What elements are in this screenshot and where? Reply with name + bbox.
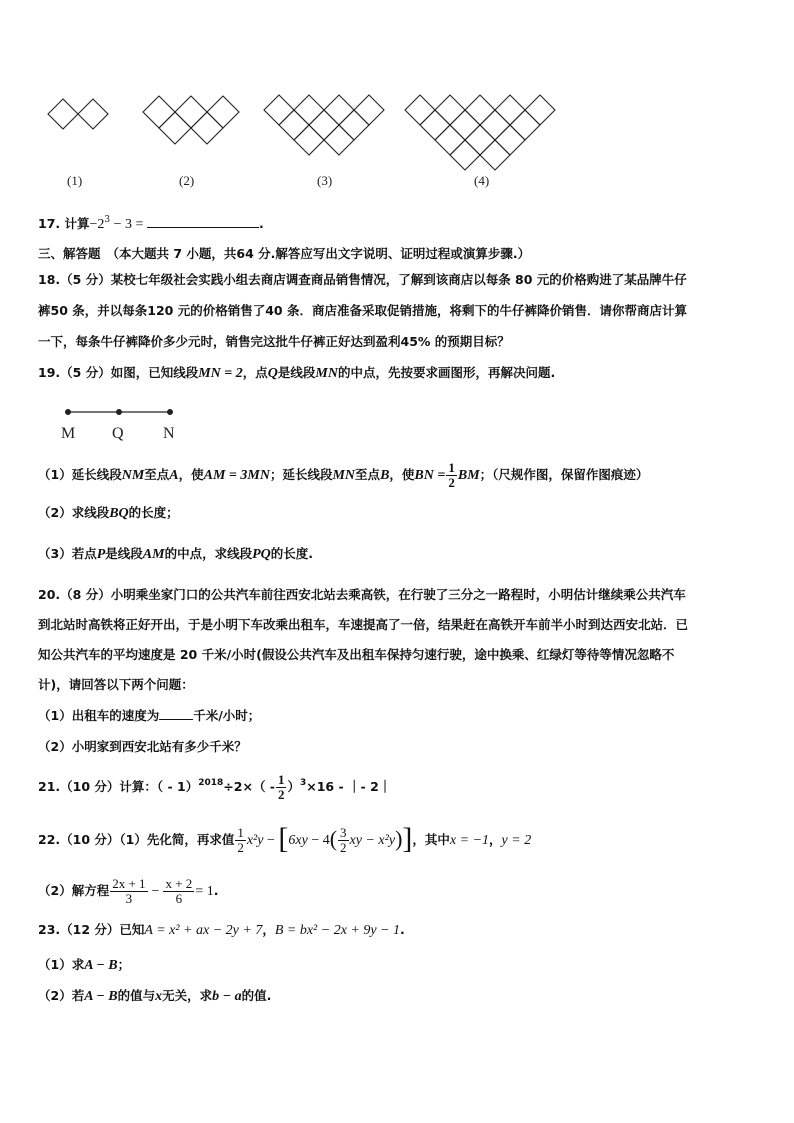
q22-term-3: 6xy [288, 833, 308, 848]
q19-p3-c: 的中点，求线段 [164, 546, 253, 561]
q19-pq: PQ [252, 547, 271, 562]
question-19-part-3 [38, 545, 313, 564]
q22-half-fraction [235, 826, 246, 855]
pattern-label-2: (2) [179, 173, 195, 188]
question-20-part-1 [38, 707, 260, 725]
question-20-part-2: （2）小明家到西安北站有多少千米？ [38, 739, 247, 754]
q17-answer-blank[interactable] [147, 215, 259, 228]
q19-p2-b: 的长度； [128, 505, 179, 520]
q19-p1-e: 至点 [355, 467, 381, 482]
q19-p1-b: 至点 [144, 467, 170, 482]
q19-nm: NM [121, 468, 145, 483]
q19-bn-eq: BN = [414, 468, 446, 483]
q23-p1-b: ； [117, 957, 131, 972]
q19-p3-b: 是线段 [105, 546, 143, 561]
question-19-intro [38, 364, 555, 383]
pattern-figure-svg [0, 0, 794, 200]
q22-f1-den: 3 [125, 891, 133, 906]
question-20-line-2: 到北站时高铁将正好开出，于是小明下车改乘出租车，车速提高了一倍，结果赶在高铁开车前半小时到达西安北站．已 [38, 617, 689, 632]
q21-frac-num: 1 [277, 772, 285, 787]
q22-bracket-close: ] [402, 822, 413, 855]
question-21 [38, 773, 391, 802]
q23-end: . [400, 922, 405, 937]
q17-expr-base: −2 [89, 217, 105, 232]
q20-p1-a: （1）出租车的速度为 [38, 708, 160, 723]
q22-term-6: − x²y [361, 833, 396, 848]
q22-minus: − [151, 884, 160, 899]
question-18-line-2: 裤50 条，并以每条120 元的价格销售了40 条．商店准备采取促销措施，将剩下的牛仔裤降价销售．请你帮商店计算 [38, 303, 687, 318]
q19-intro-b: ，点 [242, 365, 268, 380]
question-23-part-1 [38, 956, 130, 975]
q22-half-den: 2 [237, 840, 244, 855]
q23-p2-a: （2）若 [38, 988, 85, 1003]
q22-a: 22.（10 分）（1）先化简，再求值 [38, 832, 235, 847]
q22-fraction-1 [110, 877, 147, 906]
q22-f2-num: x + 2 [165, 876, 193, 891]
q22-paren-close: ) [395, 826, 403, 851]
q22-bracket-open: [ [278, 822, 289, 855]
q22-end: . [213, 883, 219, 898]
q23-a: 23.（12 分）已知 [38, 922, 145, 937]
q19-mn-eq: MN = 2 [198, 366, 243, 381]
q23-b-minus-a: b − a [212, 989, 242, 1004]
q19-p1-d: ；延长线段 [269, 467, 333, 482]
q17-suffix: . [258, 216, 264, 231]
question-19-part-1 [38, 461, 648, 490]
pattern-label-3: (3) [317, 173, 333, 188]
q22-p2-a: （2）解方程 [38, 883, 110, 898]
pattern-1 [48, 99, 108, 129]
q21-exponent-2: 3 [300, 778, 307, 788]
q17-exponent: 3 [104, 215, 111, 225]
q21-frac-den: 2 [277, 787, 285, 802]
q23-a-minus-b-2: A − B [84, 989, 118, 1004]
q19-half-den: 2 [448, 475, 455, 490]
q22-fraction-2 [163, 877, 194, 906]
q22-f1-num: 2x + 1 [112, 876, 146, 891]
q19-intro-c: 是线段 [277, 365, 316, 380]
q19-p1-g: ；（尺规作图，保留作图痕迹） [479, 467, 649, 482]
q22-term-4: − 4 [307, 833, 330, 848]
section-3-title: 三、解答题 [38, 246, 101, 261]
q21-a: 21.（10 分）计算：（ - 1） [38, 779, 199, 794]
q23-x: x [155, 989, 163, 1004]
q19-bm: BM [457, 468, 480, 483]
q21-fraction [276, 773, 287, 802]
question-19-part-2 [38, 504, 179, 523]
segment-figure [56, 402, 196, 448]
q23-expr-a: A = x² + ax − 2y + 7 [144, 923, 263, 938]
q19-p3-d: 的长度. [270, 546, 314, 561]
pattern-4 [405, 95, 555, 170]
q23-expr-b: B = bx² − 2x + 9y − 1 [274, 923, 401, 938]
q22-half-num: 1 [237, 825, 244, 840]
pattern-3 [264, 95, 384, 155]
q19-p3-a: （3）若点 [38, 546, 97, 561]
q19-bq: BQ [109, 506, 129, 521]
pattern-figure [0, 0, 794, 200]
q19-point-p: P [96, 547, 106, 562]
pattern-label-1: (1) [67, 173, 83, 188]
q19-am-eq: AM = 3MN [203, 468, 270, 483]
question-18-line-3: 一下，每条牛仔裤降价多少元时，销售完这批牛仔裤正好达到盈利45% 的预期目标？ [38, 334, 510, 349]
segment-figure-svg [56, 402, 196, 444]
question-23 [38, 921, 405, 940]
question-22-part-1 [38, 822, 532, 855]
q22-y-value: y = 2 [501, 833, 532, 848]
q23-a-minus-b: A − B [84, 958, 118, 973]
q19-mn-2: MN [332, 468, 356, 483]
q21-d: ×16 - ｜- 2｜ [306, 779, 392, 794]
q19-am: AM [142, 547, 165, 562]
point-n-label: N [163, 425, 175, 442]
q22-f2-den: 6 [175, 891, 183, 906]
q19-p1-c: ，使 [178, 467, 204, 482]
q22-paren-open: ( [329, 826, 338, 851]
question-18-line-1: 18.（5 分）某校七年级社会实践小组去商店调查商品销售情况，了解到该商店以每条 80 元的价格购进了某品牌牛仔 [38, 272, 687, 287]
q22-eq: = 1 [195, 884, 214, 899]
q22-term-2: − [263, 833, 279, 848]
q19-point-q: Q [267, 366, 278, 381]
q17-label: 17. 计算 [38, 216, 90, 231]
question-22-part-2 [38, 877, 218, 906]
q19-p1-a: （1）延长线段 [38, 467, 122, 482]
q19-intro-d: 的中点，先按要求画图形，再解决问题. [337, 365, 556, 380]
q19-half-num: 1 [448, 460, 455, 475]
q22-term-1: x²y [246, 833, 264, 848]
q23-p1-a: （1）求 [38, 957, 85, 972]
question-20-line-4: 计)，请回答以下两个问题： [38, 677, 194, 692]
pattern-label-4: (4) [474, 173, 490, 188]
section-3-heading [38, 245, 530, 263]
q23-p2-b: 的值与 [117, 988, 156, 1003]
question-20-line-3: 知公共汽车的平均速度是 20 千米/小时(假设公共汽车及出租车保持匀速行驶，途中换乘、红绿灯等待等情况忽略不 [38, 647, 675, 662]
q20-answer-blank[interactable] [159, 707, 193, 720]
q22-term-5: xy [349, 833, 362, 848]
q19-p1-f: ，使 [389, 467, 415, 482]
q22-x-value: x = −1 [449, 833, 490, 848]
q19-point-b: B [380, 468, 390, 483]
q23-comma: ， [262, 922, 275, 937]
q21-exponent: 2018 [198, 778, 224, 788]
section-3-desc: （本大题共 7 小题，共64 分.解答应写出文字说明、证明过程或演算步骤.） [106, 246, 531, 261]
q23-p2-d: 的值. [241, 988, 272, 1003]
q23-p2-c: 无关，求 [162, 988, 213, 1003]
q20-p1-b: 千米/小时； [193, 708, 261, 723]
point-m-label: M [61, 425, 76, 442]
q21-b: ÷2×（ - [223, 779, 275, 794]
q22-three-den: 2 [340, 840, 347, 855]
question-23-part-2 [38, 987, 271, 1006]
q22-b: ，其中 [412, 832, 450, 847]
q22-comma: ， [489, 832, 502, 847]
q21-c: ） [287, 779, 300, 794]
q22-three-halves [338, 826, 349, 855]
q19-segment-mn: MN [315, 366, 338, 381]
q19-half-fraction [446, 461, 457, 490]
q19-intro-a: 19.（5 分）如图，已知线段 [38, 365, 199, 380]
question-20-line-1: 20.（8 分）小明乘坐家门口的公共汽车前往西安北站去乘高铁，在行驶了三分之一路程时，小明估计继续乘公共汽车 [38, 587, 686, 602]
q19-p2-a: （2）求线段 [38, 505, 110, 520]
question-17 [38, 211, 264, 234]
pattern-2 [143, 96, 239, 144]
q17-expr-rest: − 3 = [110, 217, 147, 232]
point-q-label: Q [112, 425, 124, 442]
q19-point-a: A [169, 468, 179, 483]
q22-three-num: 3 [340, 825, 347, 840]
